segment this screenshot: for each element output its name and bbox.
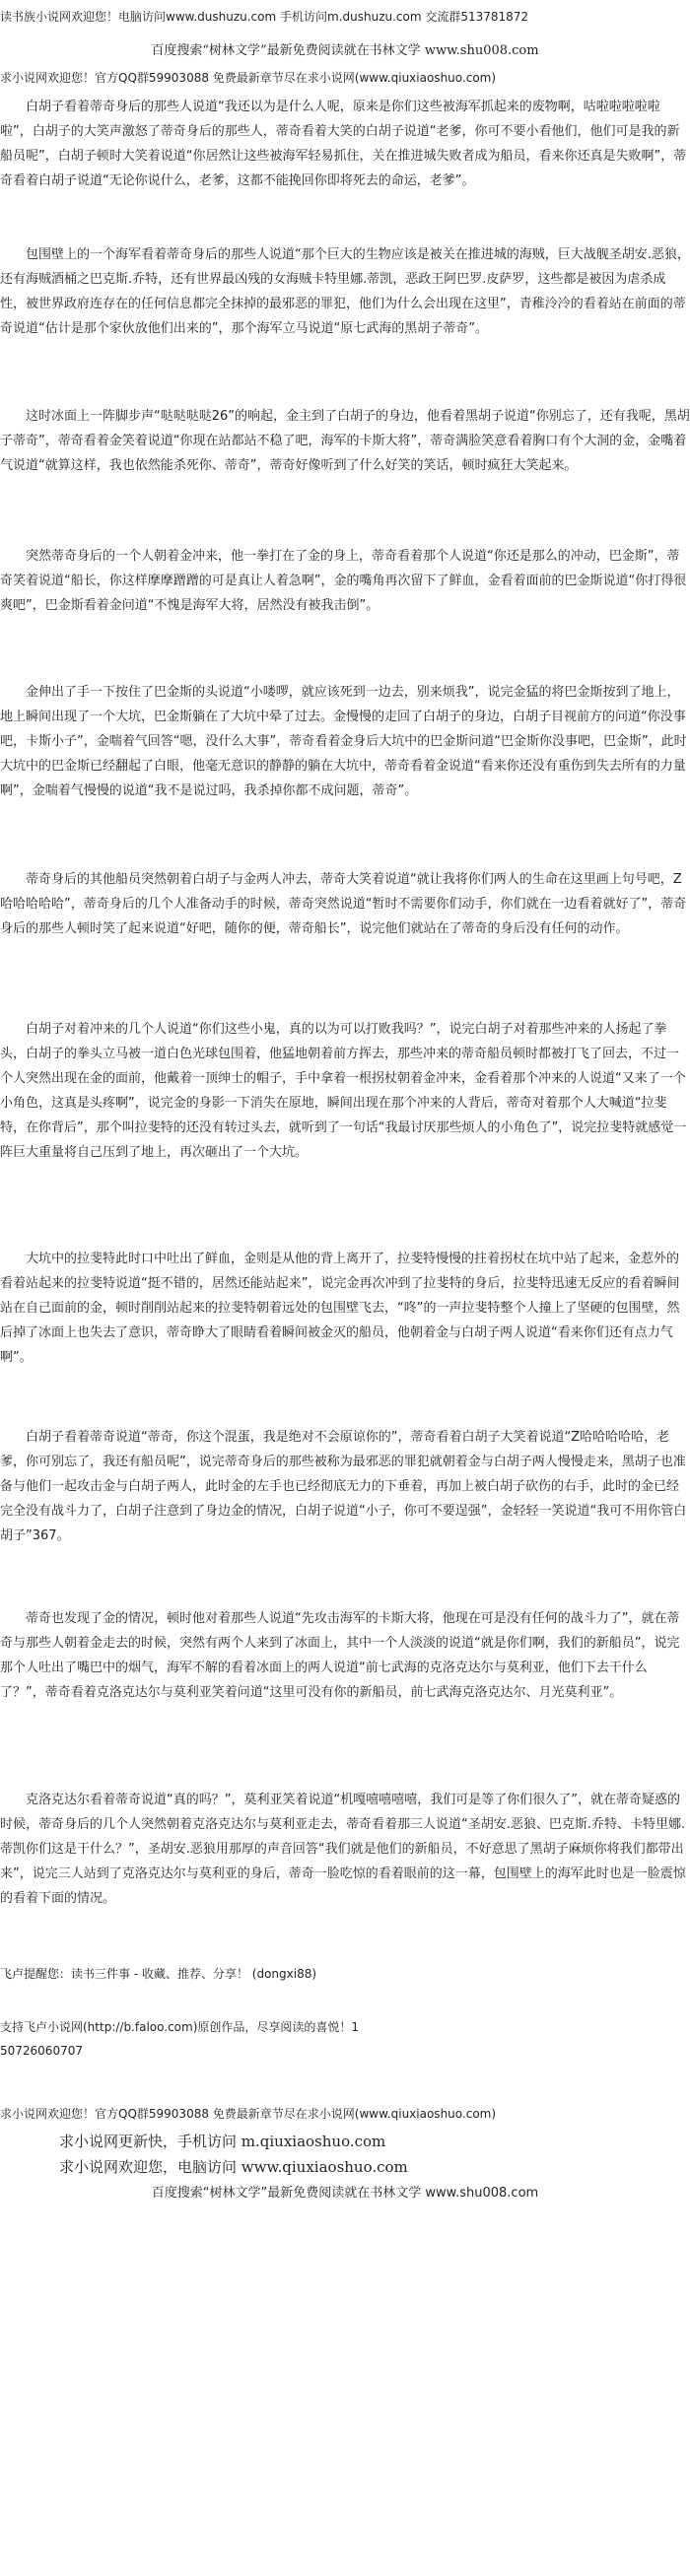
paragraph-11: 克洛克达尔看着蒂奇说道“真的吗？”，莫利亚笑着说道“机嘎嘻嘻嘻嘻，我们可是等了你们很久了”，就在蒂奇疑惑的时候，蒂奇身后的几个人突然朝着克洛克达尔与莫利亚走去，蒂奇看着那三人说道“圣胡安.恶狼、巴克斯.乔特、卡特里娜.蒂凯你们这是干什么？”，圣胡安.恶狼用那厚的声音回答“我们就是他们的新船员，不好意思了黑胡子麻烦你将我们都带出来”，说完三人站到了克洛克达尔与莫利亚的身后，蒂奇一脸吃惊的看着眼前的这一幕，包围壁上的海军此时也是一脸震惊的看着下面的情况。 — [0, 1793, 686, 1906]
footer-ad-mobile: 求小说网更新快，手机访问 m.qiuxiaoshuo.com — [59, 2133, 386, 2150]
paragraph-2: 包围壁上的一个海军看着蒂奇身后的那些人说道“那个巨大的生物应该是被关在推进城的海贼，巨大战舰圣胡安.恶狼，还有海贼酒桶之巴克斯.乔特，还有世界最凶残的女海贼卡特里娜.蒂凯，恶政王阿巴罗.皮萨罗，这些都是被因为虐杀成性，被世界政府连存在的任何信息都完全抹掉的最邪恶的罪犯，他们为什么会出现在这里”，青稚泠冷的看着站在前面的蒂奇说道“估计是那个家伙放他们出来的”，那个海军立马说道“原七武海的黑胡子蒂奇”。 — [0, 247, 690, 336]
paragraph-6: 蒂奇身后的其他船员突然朝着白胡子与金两人冲去，蒂奇大笑着说道“就让我将你们两人的生命在这里画上句号吧，Z哈哈哈哈哈”，蒂奇身后的几个人准备动手的时候，蒂奇突然说道“暂时不需要你们动手，你们就在一边看着就好了”，蒂奇身后的那些人顿时笑了起来说道“好吧，随你的便，蒂奇船长”，说完他们就站在了蒂奇的身后没有任何的动作。 — [0, 872, 687, 936]
paragraph-4: 突然蒂奇身后的一个人朝着金冲来，他一拳打在了金的身上，蒂奇看着那个人说道“你还是那么的冲动，巴金斯”，蒂奇笑着说道“船长，你这样摩摩蹭蹭的可是真让人着急啊”，金的嘴角再次留下了鲜血，金看着面前的巴金斯说道“你打得很爽吧”，巴金斯看着金问道“不愧是海军大将，居然没有被我击倒”。 — [0, 549, 687, 613]
paragraph-9: 白胡子看着蒂奇说道“蒂奇，你这个混蛋，我是绝对不会原谅你的”，蒂奇看着白胡子大笑着说道“Z哈哈哈哈哈，老爹，你可别忘了，我还有船员呢”，说完蒂奇身后的那些被称为最邪恶的罪犯就朝着金与白胡子两人慢慢走来，黑胡子也准备与他们一起攻击金与白胡子两人，此时金的左手也已经彻底无力的下垂着，再加上被白胡子砍伤的右手，此时的金已经完全没有战斗力了，白胡子注意到了身边金的情况，白胡子说道“小子，你可不要逞强”，金轻轻一笑说道“我可不用你管白胡子”367。 — [0, 1430, 687, 1543]
footer-search-ad: 百度搜索“树林文学”最新免费阅读就在书林文学 www.shu008.com — [151, 2186, 539, 2201]
paragraph-10: 蒂奇也发现了金的情况，顿时他对着那些人说道“先攻击海军的卡斯大将，他现在可是没有任何的战斗力了”，就在蒂奇与那些人朝着金走去的时候，突然有两个人来到了冰面上，其中一个人淡淡的说道“就是你们啊，我们的新船员”，说完那个人吐出了嘴巴中的烟气，海军不解的看着冰面上的两人说道“前七武海的克洛克达尔与莫利亚，他们下去干什么了？”，蒂奇看着克洛克达尔与莫利亚笑着问道“这里可没有你的新船员，前七武海克洛克达尔、月光莫利亚”。 — [0, 1611, 680, 1700]
footer-ad-desktop: 求小说网欢迎您，电脑访问 www.qiuxiaoshuo.com — [59, 2158, 408, 2176]
paragraph-7: 白胡子对着冲来的几个人说道“你们这些小鬼，真的以为可以打败我吗？”，说完白胡子对着那些冲来的人扬起了拳头，白胡子的拳头立马被一道白色光球包围着，他猛地朝着前方挥去，那些冲来的蒂奇船员顿时都被打飞了回去，不过一个人突然出现在金的面前，他戴着一顶绅士的帽子，手中拿着一根拐杖朝着金冲来，金看着那个冲来的人说道“又来了一个小角色，这真是头疼啊”，说完金的身影一下消失在原地，瞬间出现在那个冲来的人背后，蒂奇对着那个人大喊道“拉斐特，在你背后”，那个叫拉斐特的还没有转过头去，就听到了一句话“我最讨厌那些烦人的小角色了”，说完拉斐特就感觉一阵巨大重量将自己压到了地上，再次砸出了一个大坑。 — [0, 1022, 687, 1160]
paragraph-1: 白胡子看着蒂奇身后的那些人说道“我还以为是什么人呢，原来是你们这些被海军抓起来的废物啊，咕啦啦啦啦啦啦”，白胡子的大笑声激怒了蒂奇身后的那些人，蒂奇看着大笑的白胡子说道“老爹，你可不要小看他们，他们可是我的新船员呢”，白胡子顿时大笑着说道“你居然让这些被海军轻易抓住，关在推进城失败者成为船员，看来你还真是失败啊”，蒂奇看着白胡子说道“无论你说什么，老爹，这都不能挽回你即将死去的命运，老爹”。 — [0, 100, 687, 188]
top-banner: 求小说网欢迎您！官方QQ群59903088 免费最新章节尽在求小说网(www.qiuxiaoshuo.com) — [0, 71, 497, 85]
site-welcome-line: 读书族小说网欢迎您！电脑访问www.dushuzu.com 手机访问m.dushuzu.com 交流群513781872 — [0, 10, 529, 24]
footer-banner: 求小说网欢迎您！官方QQ群59903088 免费最新章节尽在求小说网(www.qiuxiaoshuo.com) — [0, 2107, 497, 2121]
paragraph-8: 大坑中的拉斐特此时口中吐出了鲜血，金则是从他的背上离开了，拉斐特慢慢的拄着拐杖在坑中站了起来，金惹外的看着站起来的拉斐特说道“挺不错的，居然还能站起来”，说完金再次冲到了拉斐特的身后，拉斐特迅速无反应的看着瞬间站在自己面前的金，顿时削削站起来的拉斐特朝着远处的包围壁飞去，“咚”的一声拉斐特整个人撞上了坚硬的包围壁，然后掉了冰面上也失去了意识，蒂奇睁大了眼睛看着瞬间被金灭的船员，他朝着金与白胡子两人说道“看来你们还有点力气啊”。 — [0, 1252, 680, 1365]
reading-tip: 飞卢提醒您：读书三件事 - 收藏、推荐、分享！ (dongxi88) — [0, 1967, 317, 1981]
faloo-support-link[interactable]: 支持飞卢小说网(http://b.faloo.com)原创作品，尽享阅读的喜悦！1 — [0, 2020, 360, 2034]
paragraph-3: 这时冰面上一阵脚步声“哒哒哒哒26”的响起，金主到了白胡子的身边，他看着黑胡子说道“你别忘了，还有我呢，黑胡子蒂奇”，蒂奇看着金笑着说道“你现在站都站不稳了吧，海军的卡斯大将”，蒂奇满脸笑意看着胸口有个大洞的金，金嘴着气说道“就算这样，我也依然能杀死你、蒂奇”，蒂奇好像听到了什么好笑的笑话，顿时疯狂大笑起来。 — [0, 409, 690, 473]
faloo-number: 50726060707 — [0, 2044, 83, 2058]
search-ad: 百度搜索“树林文学”最新免费阅读就在书林文学 www.shu008.com — [151, 43, 539, 58]
paragraph-5: 金伸出了手一下按住了巴金斯的头说道“小喽啰，就应该死到一边去，别来烦我”，说完金猛的将巴金斯按到了地上，地上瞬间出现了一个大坑，巴金斯躺在了大坑中晕了过去。金慢慢的走回了白胡子的身边，白胡子目视前方的问道“你没事吧，卡斯小子”，金喘着气回答“嗯，没什么大事”，蒂奇看着金身后大坑中的巴金斯问道“巴金斯你没事吧，巴金斯”，此时大坑中的巴金斯已经翻起了白眼，他毫无意识的静静的躺在大坑中，蒂奇看着金说道“看来你还没有重伤到失去所有的力量啊”，金喘着气慢慢的说道“我不是说过吗，我杀掉你都不成问题，蒂奇”。 — [0, 685, 687, 798]
